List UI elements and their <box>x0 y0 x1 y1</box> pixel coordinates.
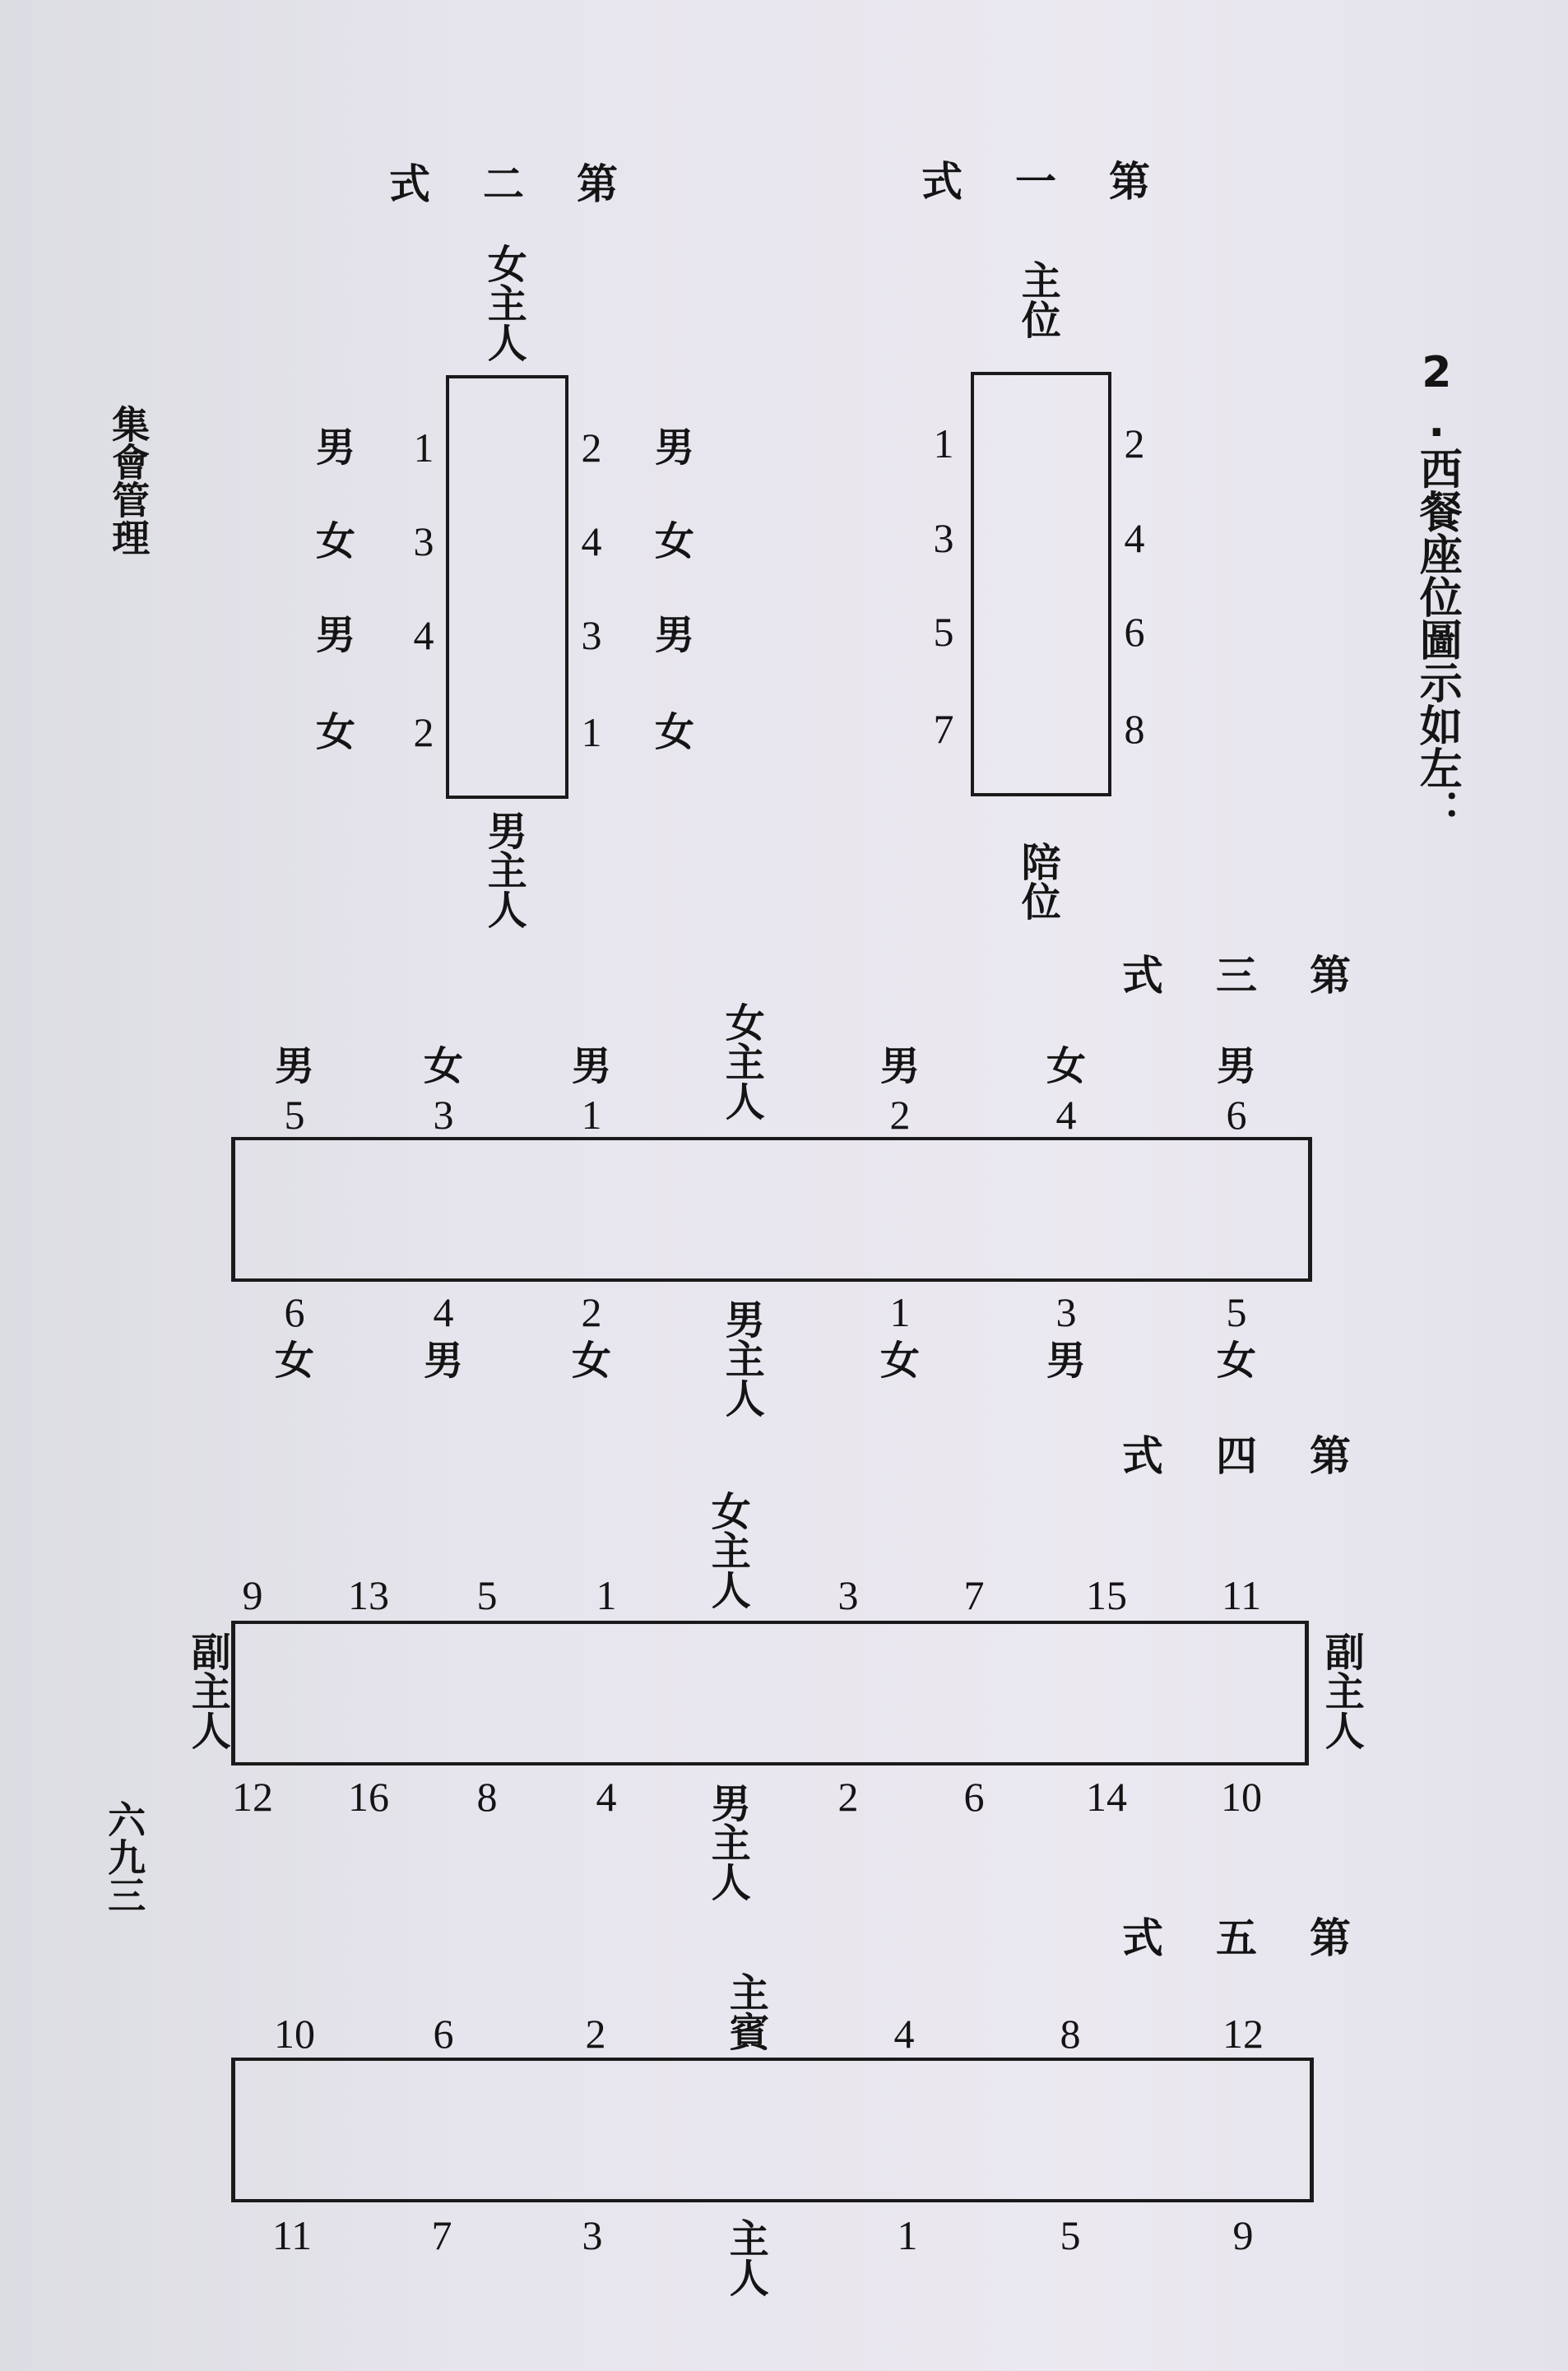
guest-of-honor-label: 主賓 <box>722 1972 769 2051</box>
table-rectangle <box>971 372 1111 796</box>
seat-number: 2 <box>585 2011 606 2057</box>
style-4-title: 第四式 <box>1122 1432 1403 1480</box>
gender-label: 女 <box>315 709 356 755</box>
seat-number: 3 <box>433 1092 454 1138</box>
seat-number: 4 <box>893 2011 915 2057</box>
seat-number: 5 <box>1226 1289 1247 1335</box>
seat-number: 3 <box>837 1572 859 1618</box>
seat-number: 7 <box>933 706 954 752</box>
seat-number: 6 <box>1226 1092 1247 1138</box>
hostess-label: 女主人 <box>718 1002 765 1121</box>
gender-label: 男 <box>1216 1043 1257 1089</box>
seat-number: 7 <box>963 1572 985 1618</box>
seat-number: 1 <box>581 709 602 755</box>
seat-number: 15 <box>1086 1572 1127 1618</box>
seat-number: 10 <box>1221 1774 1262 1820</box>
gender-label: 女 <box>879 1338 921 1384</box>
table-rectangle <box>446 375 568 799</box>
seat-number: 4 <box>581 518 602 564</box>
seat-number: 6 <box>284 1289 305 1335</box>
seat-number: 11 <box>271 2212 313 2258</box>
seat-number: 5 <box>284 1092 305 1138</box>
gender-label: 男 <box>423 1338 464 1384</box>
seat-number: 5 <box>933 609 954 655</box>
gender-label: 男 <box>654 612 695 658</box>
style-1-title: 第一式 <box>921 158 1203 206</box>
table-rectangle <box>231 1137 1312 1282</box>
gender-label: 女 <box>274 1338 315 1384</box>
seat-number: 4 <box>1124 515 1145 561</box>
gender-label: 男 <box>879 1043 921 1089</box>
seat-number: 2 <box>889 1092 911 1138</box>
seat-number: 4 <box>413 612 434 658</box>
seat-number: 1 <box>413 425 434 471</box>
host-label: 男主人 <box>704 1783 751 1901</box>
seat-number: 2 <box>581 425 602 471</box>
style-5-title: 第五式 <box>1122 1914 1403 1962</box>
seat-number: 1 <box>596 1572 617 1618</box>
host-label: 男主人 <box>718 1299 765 1417</box>
seat-number: 5 <box>1060 2212 1081 2258</box>
table-rectangle <box>231 2058 1314 2202</box>
deputy-host-label-right: 副主人 <box>1318 1631 1365 1750</box>
seat-number: 4 <box>433 1289 454 1335</box>
gender-label: 男 <box>654 425 695 471</box>
gender-label: 女 <box>654 518 695 564</box>
seat-number: 6 <box>963 1774 985 1820</box>
seat-number: 1 <box>897 2212 918 2258</box>
deputy-host-label-left: 副主人 <box>184 1631 231 1750</box>
seat-number: 8 <box>1124 706 1145 752</box>
gender-label: 男 <box>1046 1338 1087 1384</box>
seat-number: 3 <box>933 515 954 561</box>
seat-number: 13 <box>348 1572 389 1618</box>
seat-number: 12 <box>1222 2011 1264 2057</box>
seat-number: 3 <box>582 2212 603 2258</box>
running-header: 集會管理 <box>106 405 151 556</box>
foot-seat-label: 陪位 <box>1014 842 1061 921</box>
seat-number: 3 <box>1055 1289 1077 1335</box>
gender-label: 女 <box>1046 1043 1087 1089</box>
style-3-title: 第三式 <box>1122 952 1403 1000</box>
seat-number: 10 <box>274 2011 315 2057</box>
gender-label: 女 <box>571 1338 612 1384</box>
seat-number: 12 <box>232 1774 273 1820</box>
seat-number: 11 <box>1221 1572 1262 1618</box>
seat-number: 4 <box>1055 1092 1077 1138</box>
seat-number: 8 <box>476 1774 498 1820</box>
seat-number: 1 <box>581 1092 602 1138</box>
gender-label: 女 <box>423 1043 464 1089</box>
seat-number: 14 <box>1086 1774 1127 1820</box>
gender-label: 女 <box>315 518 356 564</box>
head-seat-label: 主位 <box>1014 260 1061 339</box>
seat-number: 4 <box>596 1774 617 1820</box>
seat-number: 2 <box>581 1289 602 1335</box>
seat-number: 8 <box>1060 2011 1081 2057</box>
section-heading: 2.西餐座位圖示如左： <box>1412 348 1462 832</box>
gender-label: 女 <box>654 709 695 755</box>
seat-number: 9 <box>242 1572 263 1618</box>
seat-number: 16 <box>348 1774 389 1820</box>
seat-number: 5 <box>476 1572 498 1618</box>
seat-number: 6 <box>433 2011 454 2057</box>
hostess-label: 女主人 <box>480 244 527 362</box>
gender-label: 女 <box>1216 1338 1257 1384</box>
style-2-title: 第二式 <box>389 160 670 208</box>
host-label: 主人 <box>722 2218 769 2297</box>
seat-number: 2 <box>1124 420 1145 466</box>
seat-number: 1 <box>933 420 954 466</box>
host-label: 男主人 <box>480 810 527 929</box>
table-rectangle <box>231 1621 1309 1765</box>
seat-number: 7 <box>431 2212 452 2258</box>
seat-number: 9 <box>1232 2212 1254 2258</box>
page-number: 六九三 <box>102 1800 147 1914</box>
gender-label: 男 <box>571 1043 612 1089</box>
gender-label: 男 <box>315 612 356 658</box>
seat-number: 3 <box>581 612 602 658</box>
gender-label: 男 <box>315 425 356 471</box>
hostess-label: 女主人 <box>704 1491 751 1609</box>
seat-number: 3 <box>413 518 434 564</box>
seat-number: 2 <box>837 1774 859 1820</box>
gender-label: 男 <box>274 1043 315 1089</box>
seat-number: 6 <box>1124 609 1145 655</box>
seat-number: 1 <box>889 1289 911 1335</box>
seat-number: 2 <box>413 709 434 755</box>
